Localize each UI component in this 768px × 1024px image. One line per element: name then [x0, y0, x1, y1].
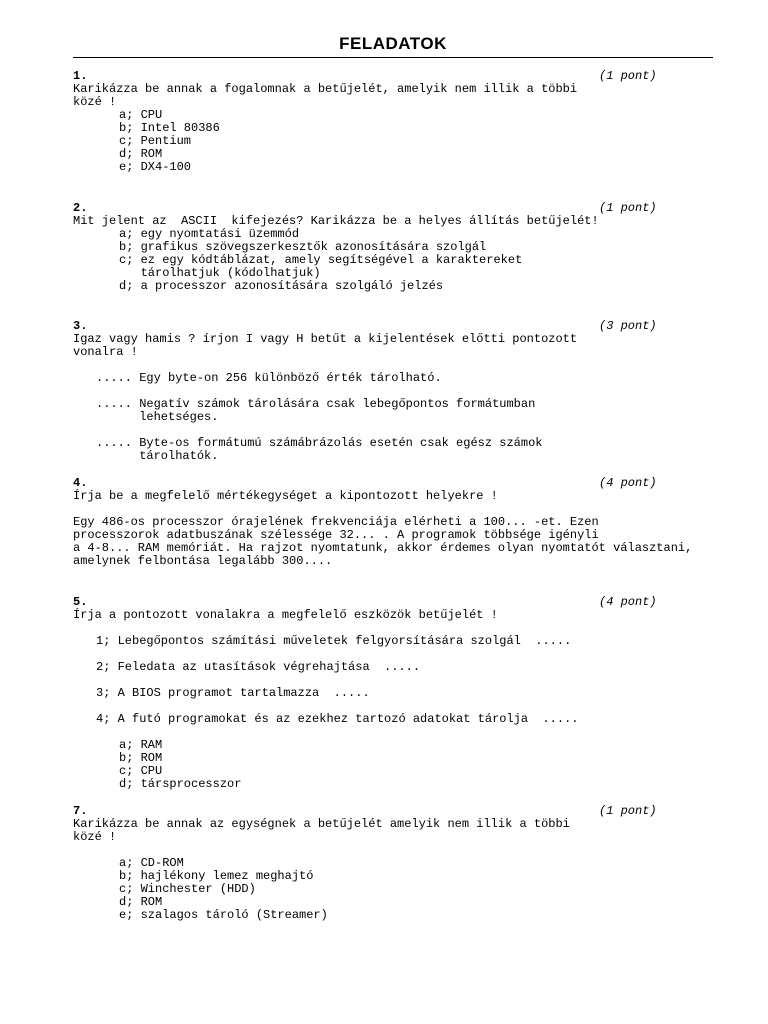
question-text: közé ! [73, 830, 117, 844]
answer-option[interactable]: e; DX4-100 [119, 160, 192, 174]
device-option: a; RAM [119, 738, 163, 752]
question-text: Írja be a megfelelő mértékegységet a kipontozott helyekre ! [73, 489, 498, 503]
answer-option[interactable]: c; ez egy kódtáblázat, amely segítségével a karaktereket [119, 253, 523, 267]
true-false-statement[interactable]: ..... Byte-os formátumú számábrázolás esetén csak egész számok [96, 436, 543, 450]
task-points: (4 pont) [599, 476, 657, 490]
device-option: b; ROM [119, 751, 163, 765]
true-false-statement-cont: tárolhatók. [96, 449, 219, 463]
answer-option[interactable]: c; Winchester (HDD) [119, 882, 256, 896]
answer-option[interactable]: d; ROM [119, 895, 163, 909]
device-option: d; társprocesszor [119, 777, 242, 791]
matching-item[interactable]: 4; A futó programokat és az ezekhez tartozó adatokat tárolja ..... [96, 712, 579, 726]
answer-option[interactable]: a; CPU [119, 108, 163, 122]
task-2 [73, 202, 713, 293]
task-points: (1 pont) [599, 69, 657, 83]
answer-option[interactable]: a; egy nyomtatási üzemmód [119, 227, 300, 241]
task-points: (1 pont) [599, 201, 657, 215]
question-text: Karikázza be annak a fogalomnak a betűjelét, amelyik nem illik a többi [73, 82, 578, 96]
task-1 [73, 70, 713, 174]
page-title: FELADATOK [339, 34, 447, 53]
answer-option[interactable]: d; a processzor azonosítására szolgáló jelzés [119, 279, 444, 293]
task-number: 1. [73, 69, 88, 83]
question-text: Mit jelent az ASCII kifejezés? Karikázza be a helyes állítás betűjelét! [73, 214, 599, 228]
question-text: Igaz vagy hamis ? írjon I vagy H betűt a kijelentések előtti pontozott [73, 332, 578, 346]
task-number: 4. [73, 476, 88, 490]
task-number: 3. [73, 319, 88, 333]
task-3 [73, 320, 713, 463]
task-points: (3 pont) [599, 319, 657, 333]
device-option: c; CPU [119, 764, 163, 778]
title-divider [73, 57, 713, 58]
fill-in-text[interactable]: Egy 486-os processzor órajelének frekvenciája elérheti a 100... -et. Ezen [73, 515, 599, 529]
answer-option[interactable]: a; CD-ROM [119, 856, 184, 870]
task-number: 5. [73, 595, 88, 609]
fill-in-text[interactable]: amelynek felbontása legalább 300.... [73, 554, 333, 568]
matching-item[interactable]: 3; A BIOS programot tartalmazza ..... [96, 686, 370, 700]
answer-option[interactable]: c; Pentium [119, 134, 192, 148]
answer-option: tárolhatjuk (kódolhatjuk) [119, 266, 321, 280]
task-points: (4 pont) [599, 595, 657, 609]
matching-item[interactable]: 1; Lebegőpontos számítási műveletek felgyorsítására szolgál ..... [96, 634, 572, 648]
question-text: Írja a pontozott vonalakra a megfelelő eszközök betűjelét ! [73, 608, 498, 622]
task-7 [73, 805, 713, 922]
task-number: 2. [73, 201, 88, 215]
question-text: közé ! [73, 95, 117, 109]
answer-option[interactable]: b; Intel 80386 [119, 121, 220, 135]
answer-option[interactable]: b; grafikus szövegszerkesztők azonosítására szolgál [119, 240, 487, 254]
true-false-statement-cont: lehetséges. [96, 410, 219, 424]
task-points: (1 pont) [599, 804, 657, 818]
fill-in-text[interactable]: processzorok adatbuszának szélessége 32... . A programok többsége igényli [73, 528, 599, 542]
task-5 [73, 596, 713, 791]
matching-item[interactable]: 2; Feledata az utasítások végrehajtása ..... [96, 660, 421, 674]
true-false-statement[interactable]: ..... Negatív számok tárolására csak lebegőpontos formátumban [96, 397, 536, 411]
question-text: vonalra ! [73, 345, 138, 359]
fill-in-text[interactable]: a 4-8... RAM memóriát. Ha rajzot nyomtatunk, akkor érdemes olyan nyomtatót választani, [73, 541, 693, 555]
answer-option[interactable]: b; hajlékony lemez meghajtó [119, 869, 314, 883]
true-false-statement[interactable]: ..... Egy byte-on 256 különböző érték tárolható. [96, 371, 442, 385]
task-4 [73, 477, 713, 568]
answer-option[interactable]: d; ROM [119, 147, 163, 161]
answer-option[interactable]: e; szalagos tároló (Streamer) [119, 908, 328, 922]
question-text: Karikázza be annak az egységnek a betűjelét amelyik nem illik a többi [73, 817, 570, 831]
task-number: 7. [73, 804, 88, 818]
